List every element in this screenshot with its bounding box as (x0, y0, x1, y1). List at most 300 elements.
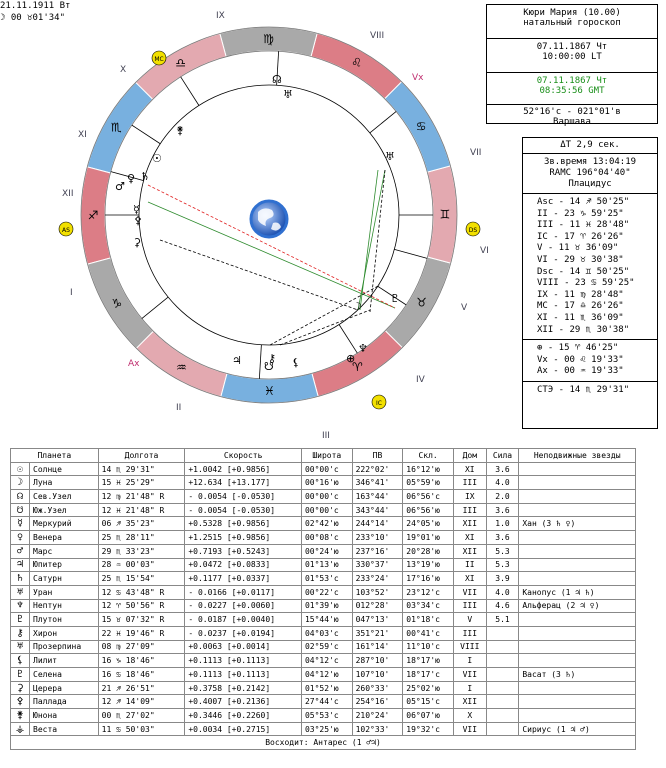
cell-declination: 06°56'с (403, 490, 454, 504)
sign-glyph-icon: ♌ (351, 55, 362, 70)
cell-strength (486, 654, 519, 668)
local-date: 07.11.1867 Чт (536, 42, 608, 52)
planet-name: Прозерпина (30, 640, 99, 654)
sign-glyph-icon: ♍ (263, 32, 274, 47)
planet-glyph-icon: ♃ (11, 558, 30, 572)
sign-glyph-icon: ♐ (87, 208, 99, 223)
rising-star: Восходит: Антарес (1 ♂♃) (11, 736, 636, 750)
cell-pv: 260°33' (352, 681, 403, 695)
planet-glyph-icon: ♂ (11, 544, 30, 558)
cell-house: XII (453, 695, 486, 709)
cell-fixed-star (519, 654, 636, 668)
planet-glyph-icon: ⚳ (133, 236, 142, 249)
calculation-box (522, 137, 658, 429)
cell-pv: 161°14' (352, 640, 403, 654)
planet-glyph-icon: ☽ (11, 476, 30, 490)
cell-fixed-star (519, 544, 636, 558)
cell-latitude: 01°39'ю (301, 599, 352, 613)
angle-marker-label: IC (376, 400, 382, 407)
cell-strength: 3.9 (486, 572, 519, 586)
planet-glyph-icon: ♇ (11, 668, 30, 682)
house-numeral: XII (62, 189, 74, 199)
person-header (487, 5, 657, 39)
gmt-date: 07.11.1867 Чт (536, 76, 608, 86)
cell-speed: +0.3758 [+0.2142] (185, 681, 302, 695)
cell-longitude: 25 ♏ 15'54" (98, 572, 185, 586)
cell-fixed-star (519, 462, 636, 476)
cell-latitude: 00°00'с (301, 503, 352, 517)
cell-declination: 11°10'с (403, 640, 454, 654)
table-row[interactable] (11, 599, 636, 613)
cell-house: VIII (453, 640, 486, 654)
sign-glyph-icon: ♏ (110, 120, 122, 135)
planet-glyph-icon: ⚷ (11, 626, 30, 640)
cell-fixed-star: Хан (3 ♄ ♀) (519, 517, 636, 531)
planet-glyph-icon: ♆ (358, 342, 368, 355)
cell-latitude: 04°12'с (301, 654, 352, 668)
house-cusp-row: IC - 17 ♈ 26'26" (537, 231, 624, 242)
cell-longitude: 16 ♑ 18'46" (98, 654, 185, 668)
planet-glyph-icon: ♀ (127, 172, 136, 185)
cell-strength (486, 709, 519, 723)
cell-pv: 222°02' (352, 462, 403, 476)
cell-pv: 047°13' (352, 613, 403, 627)
cell-longitude: 14 ♏ 29'31" (98, 462, 185, 476)
planet-glyph-icon: ⚳ (11, 681, 30, 695)
person-name: Кюри Мария (10.00) (523, 8, 621, 18)
house-cusp-row: VIII - 23 ♋ 59'25" (537, 278, 635, 289)
col-declination[interactable]: Скл. (403, 449, 454, 463)
table-row[interactable] (11, 722, 636, 736)
cell-house: III (453, 626, 486, 640)
planet-glyph-icon: ☊ (11, 490, 30, 504)
planet-glyph-icon: ⚴ (134, 214, 143, 227)
cell-strength: 4.0 (486, 476, 519, 490)
cell-fixed-star: Альферац (2 ♃ ♀) (519, 599, 636, 613)
sign-glyph-icon: ♊ (439, 207, 451, 222)
cell-house: IX (453, 490, 486, 504)
planet-name: Меркурий (30, 517, 99, 531)
sign-glyph-icon: ♒ (176, 360, 187, 375)
cell-pv: 233°24' (352, 572, 403, 586)
cell-longitude: 21 ♐ 26'51" (98, 681, 185, 695)
cell-pv: 163°44' (352, 490, 403, 504)
cell-fixed-star (519, 640, 636, 654)
cell-declination: 24°05'ю (403, 517, 454, 531)
cell-latitude: 01°52'ю (301, 681, 352, 695)
chart-type: натальный гороскоп (523, 18, 621, 28)
cell-declination: 19°32'с (403, 722, 454, 736)
cell-longitude: 00 ♏ 27'02" (98, 709, 185, 723)
cell-latitude: 00°08'с (301, 531, 352, 545)
cell-house: XII (453, 517, 486, 531)
house-numeral: VIII (370, 31, 385, 41)
cell-declination: 23°12'с (403, 585, 454, 599)
cell-speed: +0.3446 [+0.2260] (185, 709, 302, 723)
planet-glyph-icon: ♅ (11, 640, 30, 654)
col-latitude[interactable]: Широта (301, 449, 352, 463)
planet-name: Нептун (30, 599, 99, 613)
table-row[interactable] (11, 709, 636, 723)
planet-glyph-icon: ♄ (11, 572, 30, 586)
sign-glyph-icon: ♉ (416, 295, 428, 310)
cell-speed: +1.0042 [+0.9856] (185, 462, 302, 476)
cell-declination: 20°28'ю (403, 544, 454, 558)
planet-glyph-icon: ♅ (283, 88, 293, 101)
cell-longitude: 25 ♏ 28'11" (98, 531, 185, 545)
house-numeral: VII (470, 148, 482, 158)
col-house[interactable]: Дом (453, 449, 486, 463)
table-row[interactable] (11, 585, 636, 599)
cell-latitude: 05°53'с (301, 709, 352, 723)
house-cusp-line (370, 111, 396, 132)
cell-speed: +0.0063 [+0.0014] (185, 640, 302, 654)
cell-pv: 012°28' (352, 599, 403, 613)
coordinates: 52°16'с - 021°01'в (523, 107, 621, 117)
planet-name: Марс (30, 544, 99, 558)
cell-latitude: 15°44'ю (301, 613, 352, 627)
cell-strength: 3.6 (486, 503, 519, 517)
cell-strength (486, 681, 519, 695)
house-numeral: VI (480, 246, 489, 256)
cell-strength: 2.0 (486, 490, 519, 504)
cell-declination: 25°02'ю (403, 681, 454, 695)
earth-globe (251, 201, 287, 237)
cell-latitude: 01°13'ю (301, 558, 352, 572)
cell-fixed-star: Канопус (1 ♃ ♄) (519, 585, 636, 599)
cell-strength: 5.1 (486, 613, 519, 627)
cell-fixed-star (519, 476, 636, 490)
cell-pv: 254°16' (352, 695, 403, 709)
cell-longitude: 16 ♋ 18'46" (98, 668, 185, 682)
cell-longitude: 28 ♒ 00'03" (98, 558, 185, 572)
table-row[interactable] (11, 613, 636, 627)
cell-declination: 06°07'ю (403, 709, 454, 723)
cell-fixed-star (519, 695, 636, 709)
house-cusp-row: II - 23 ♑ 59'25" (537, 208, 624, 219)
cell-fixed-star: Васат (3 ♄) (519, 668, 636, 682)
cell-speed: +12.634 [+13.177] (185, 476, 302, 490)
cell-speed: - 0.0054 [-0.0530] (185, 503, 302, 517)
table-row[interactable] (11, 531, 636, 545)
cell-declination: 06°56'ю (403, 503, 454, 517)
gmt-time: 08:35:56 GMT (539, 86, 605, 96)
planet-name: Селена (30, 668, 99, 682)
cell-fixed-star: Сириус (1 ♃ ♂) (519, 722, 636, 736)
col-strength[interactable]: Сила (486, 449, 519, 463)
cell-longitude: 12 ♓ 21'48" R (98, 503, 185, 517)
table-row[interactable] (11, 695, 636, 709)
cell-latitude: 00°00'с (301, 462, 352, 476)
gmt-time-block (487, 73, 657, 105)
cell-latitude: 02°42'ю (301, 517, 352, 531)
horoscope-wheel[interactable] (40, 10, 490, 441)
house-system: Плацидус (568, 179, 612, 189)
planet-name: Венера (30, 531, 99, 545)
cell-declination: 03°34'с (403, 599, 454, 613)
cell-longitude: 11 ♋ 50'03" (98, 722, 185, 736)
cell-strength: 1.0 (486, 517, 519, 531)
table-row[interactable] (11, 626, 636, 640)
star-time: Зв.время 13:04:19 (543, 157, 637, 167)
cell-speed: +0.1113 [+0.1113] (185, 668, 302, 682)
point-row: ⊕ - 15 ♈ 46'25" (537, 343, 619, 354)
table-row[interactable] (11, 462, 636, 476)
house-cusp-line (339, 325, 357, 354)
table-row[interactable] (11, 640, 636, 654)
person-info-box (486, 4, 658, 127)
cell-fixed-star (519, 709, 636, 723)
cell-fixed-star (519, 572, 636, 586)
planet-glyph-icon: ☽ (352, 300, 362, 313)
col-fixed-stars[interactable]: Неподвижные звезды (519, 449, 636, 463)
house-cusp-row: V - 11 ♉ 36'09" (537, 243, 619, 254)
planet-name: Паллада (30, 695, 99, 709)
house-cusp-row: Asc - 14 ♐ 50'25" (537, 197, 630, 207)
cell-house: VII (453, 668, 486, 682)
planet-glyph-icon: ☉ (11, 462, 30, 476)
house-cusp-row: III - 11 ♓ 28'48" (537, 220, 630, 231)
table-footer (11, 736, 636, 750)
cell-latitude: 03°25'ю (301, 722, 352, 736)
point-row: Ax - 00 ♒ 19'33" (537, 366, 624, 377)
cell-speed: +0.0034 [+0.2715] (185, 722, 302, 736)
planet-name: Луна (30, 476, 99, 490)
table-row[interactable] (11, 476, 636, 490)
house-cusp-row: VI - 29 ♉ 30'38" (537, 254, 624, 265)
cell-latitude: 04°03'с (301, 626, 352, 640)
cell-house: VII (453, 722, 486, 736)
cell-pv: 343°44' (352, 503, 403, 517)
planet-glyph-icon: ♇ (390, 292, 400, 305)
table-row[interactable] (11, 544, 636, 558)
planet-name: Сев.Узел (30, 490, 99, 504)
planet-glyph-icon: ☊ (272, 73, 282, 86)
planet-glyph-icon: ⚸ (11, 654, 30, 668)
table-row[interactable] (11, 490, 636, 504)
cell-pv: 351°21' (352, 626, 403, 640)
cell-latitude: 02°59'с (301, 640, 352, 654)
planet-glyph-icon: ⚷ (268, 352, 277, 365)
cell-house: XII (453, 544, 486, 558)
planet-name: Церера (30, 681, 99, 695)
transit-date: 21.11.1911 Вт (0, 1, 71, 11)
cell-longitude: 06 ♐ 35'23" (98, 517, 185, 531)
cell-fixed-star (519, 558, 636, 572)
cell-strength: 3.6 (486, 531, 519, 545)
sign-glyph-icon: ♑ (111, 296, 123, 311)
cell-fixed-star (519, 613, 636, 627)
cell-house: VII (453, 585, 486, 599)
table-row[interactable] (11, 572, 636, 586)
planet-glyph-icon: ♃ (232, 354, 242, 367)
house-numeral: II (176, 403, 182, 413)
angle-marker-label: MC (154, 56, 164, 63)
planet-glyph-icon: ⚶ (11, 722, 30, 736)
col-pv[interactable]: ПВ (352, 449, 403, 463)
planet-name: Солнце (30, 462, 99, 476)
cell-house: XI (453, 462, 486, 476)
planet-name: Юпитер (30, 558, 99, 572)
house-numeral: XI (78, 130, 87, 140)
cell-longitude: 12 ♋ 43'48" R (98, 585, 185, 599)
ste-row: СТЭ - 14 ♏ 29'31" (537, 384, 630, 395)
house-cusp-row: Dsc - 14 ♊ 50'25" (537, 266, 630, 277)
cell-declination: 13°19'ю (403, 558, 454, 572)
planet-name: Юнона (30, 709, 99, 723)
planet-glyph-icon: ⚸ (292, 356, 301, 369)
cell-house: III (453, 476, 486, 490)
table-row[interactable] (11, 558, 636, 572)
planet-glyph-icon: ☿ (133, 203, 140, 216)
cell-speed: - 0.0237 [+0.0194] (185, 626, 302, 640)
planet-name: Веста (30, 722, 99, 736)
point-row: Vx - 00 ♌ 19'33" (537, 354, 624, 365)
cell-strength (486, 640, 519, 654)
table-row[interactable] (11, 668, 636, 682)
planet-name: Лилит (30, 654, 99, 668)
house-numeral: IX (216, 11, 225, 21)
cell-pv: 330°37' (352, 558, 403, 572)
col-speed[interactable]: Скорость (185, 449, 302, 463)
cell-house: XI (453, 572, 486, 586)
planet-name: Сатурн (30, 572, 99, 586)
cell-speed: +0.5328 [+0.9856] (185, 517, 302, 531)
cell-declination: 19°01'ю (403, 531, 454, 545)
planet-glyph-icon: ⊕ (346, 352, 356, 365)
location-block (487, 105, 657, 129)
angle-marker-label: DS (468, 227, 478, 234)
house-cusp-list (523, 194, 657, 339)
cell-speed: - 0.0187 [+0.0040] (185, 613, 302, 627)
cell-strength: 5.3 (486, 544, 519, 558)
col-planet[interactable]: Планета (11, 449, 99, 463)
planet-name: Плутон (30, 613, 99, 627)
local-time-block (487, 39, 657, 73)
cell-pv: 102°33' (352, 722, 403, 736)
cell-pv: 210°24' (352, 709, 403, 723)
cell-declination: 05°59'ю (403, 476, 454, 490)
planet-glyph-icon: ⚵ (11, 709, 30, 723)
house-numeral: I (70, 288, 73, 298)
cell-speed: +0.4007 [+0.2136] (185, 695, 302, 709)
cell-declination: 16°12'ю (403, 462, 454, 476)
rising-star-row (11, 736, 636, 750)
planet-name: Хирон (30, 626, 99, 640)
cell-fixed-star (519, 681, 636, 695)
planet-glyph-icon: ☉ (152, 152, 162, 165)
cell-strength: 4.0 (486, 585, 519, 599)
cell-declination: 18°17'ю (403, 654, 454, 668)
planet-glyph-icon: ♅ (11, 585, 30, 599)
planet-glyph-icon: ☋ (264, 360, 274, 373)
cell-latitude: 27°44'с (301, 695, 352, 709)
delta-t: ΔT 2,9 сек. (560, 140, 620, 150)
moon-position: ☽ 00 ♉01'34" (0, 13, 66, 23)
house-cusp-row: XI - 11 ♏ 36'09" (537, 312, 624, 323)
cell-fixed-star (519, 503, 636, 517)
sign-glyph-icon: ♓ (264, 383, 275, 398)
table-row[interactable] (11, 517, 636, 531)
col-longitude[interactable]: Долгота (98, 449, 185, 463)
cell-fixed-star (519, 531, 636, 545)
planet-name: Юж.Узел (30, 503, 99, 517)
cell-pv: 103°52' (352, 585, 403, 599)
cell-latitude: 00°00'с (301, 490, 352, 504)
planet-glyph-icon: ⚴ (11, 695, 30, 709)
cell-house: V (453, 613, 486, 627)
cell-speed: +0.0472 [+0.0833] (185, 558, 302, 572)
cell-pv: 237°16' (352, 544, 403, 558)
table-row[interactable] (11, 654, 636, 668)
cell-speed: - 0.0166 [+0.0117] (185, 585, 302, 599)
points-list (523, 340, 657, 381)
cell-pv: 244°14' (352, 517, 403, 531)
cell-pv: 233°10' (352, 531, 403, 545)
table-body (11, 462, 636, 736)
table-row[interactable] (11, 681, 636, 695)
house-cusp-line (259, 345, 261, 379)
place: Варшава (553, 117, 591, 127)
house-cusp-line (132, 125, 160, 144)
table-row[interactable] (11, 503, 636, 517)
cell-declination: 00°41'с (403, 626, 454, 640)
cell-speed: - 0.0054 [-0.0530] (185, 490, 302, 504)
planet-glyph-icon: ☿ (11, 517, 30, 531)
cell-speed: +0.1177 [+0.0337] (185, 572, 302, 586)
planet-glyph-icon: ♇ (11, 613, 30, 627)
planet-glyph-icon: ♆ (11, 599, 30, 613)
cell-house: I (453, 654, 486, 668)
house-cusp-row: IX - 11 ♍ 28'48" (537, 289, 624, 300)
house-cusp-line (394, 249, 427, 258)
cell-longitude: 15 ♓ 25'29" (98, 476, 185, 490)
cell-pv: 287°10' (352, 654, 403, 668)
cell-strength: 5.3 (486, 558, 519, 572)
cell-longitude: 12 ♈ 50'56" R (98, 599, 185, 613)
cell-house: X (453, 709, 486, 723)
cell-longitude: 15 ♉ 07'32" R (98, 613, 185, 627)
cell-speed: +0.1113 [+0.1113] (185, 654, 302, 668)
cell-fixed-star (519, 490, 636, 504)
cell-speed: +0.7193 [+0.5243] (185, 544, 302, 558)
cell-latitude: 00°22'с (301, 585, 352, 599)
cell-latitude: 01°53'с (301, 572, 352, 586)
cell-longitude: 29 ♏ 33'23" (98, 544, 185, 558)
cell-house: III (453, 503, 486, 517)
house-numeral: IV (416, 375, 425, 385)
cell-speed: - 0.0227 [+0.0060] (185, 599, 302, 613)
local-time: 10:00:00 LT (542, 52, 602, 62)
planet-glyph-icon: ♂ (115, 180, 125, 193)
cell-strength (486, 668, 519, 682)
cell-declination: 18°17'с (403, 668, 454, 682)
cell-strength (486, 695, 519, 709)
cell-fixed-star (519, 626, 636, 640)
house-numeral: X (120, 65, 127, 75)
cell-declination: 05°15'с (403, 695, 454, 709)
cell-latitude: 00°24'ю (301, 544, 352, 558)
sign-glyph-icon: ♋ (415, 119, 427, 134)
ramc: RAMC 196°04'40" (549, 168, 631, 178)
cell-latitude: 04°12'ю (301, 668, 352, 682)
cell-house: XI (453, 531, 486, 545)
cell-longitude: 08 ♍ 27'09" (98, 640, 185, 654)
cell-house: I (453, 681, 486, 695)
planet-glyph-icon: ♀ (11, 531, 30, 545)
cell-speed: +1.2515 [+0.9856] (185, 531, 302, 545)
cell-strength: 4.6 (486, 599, 519, 613)
